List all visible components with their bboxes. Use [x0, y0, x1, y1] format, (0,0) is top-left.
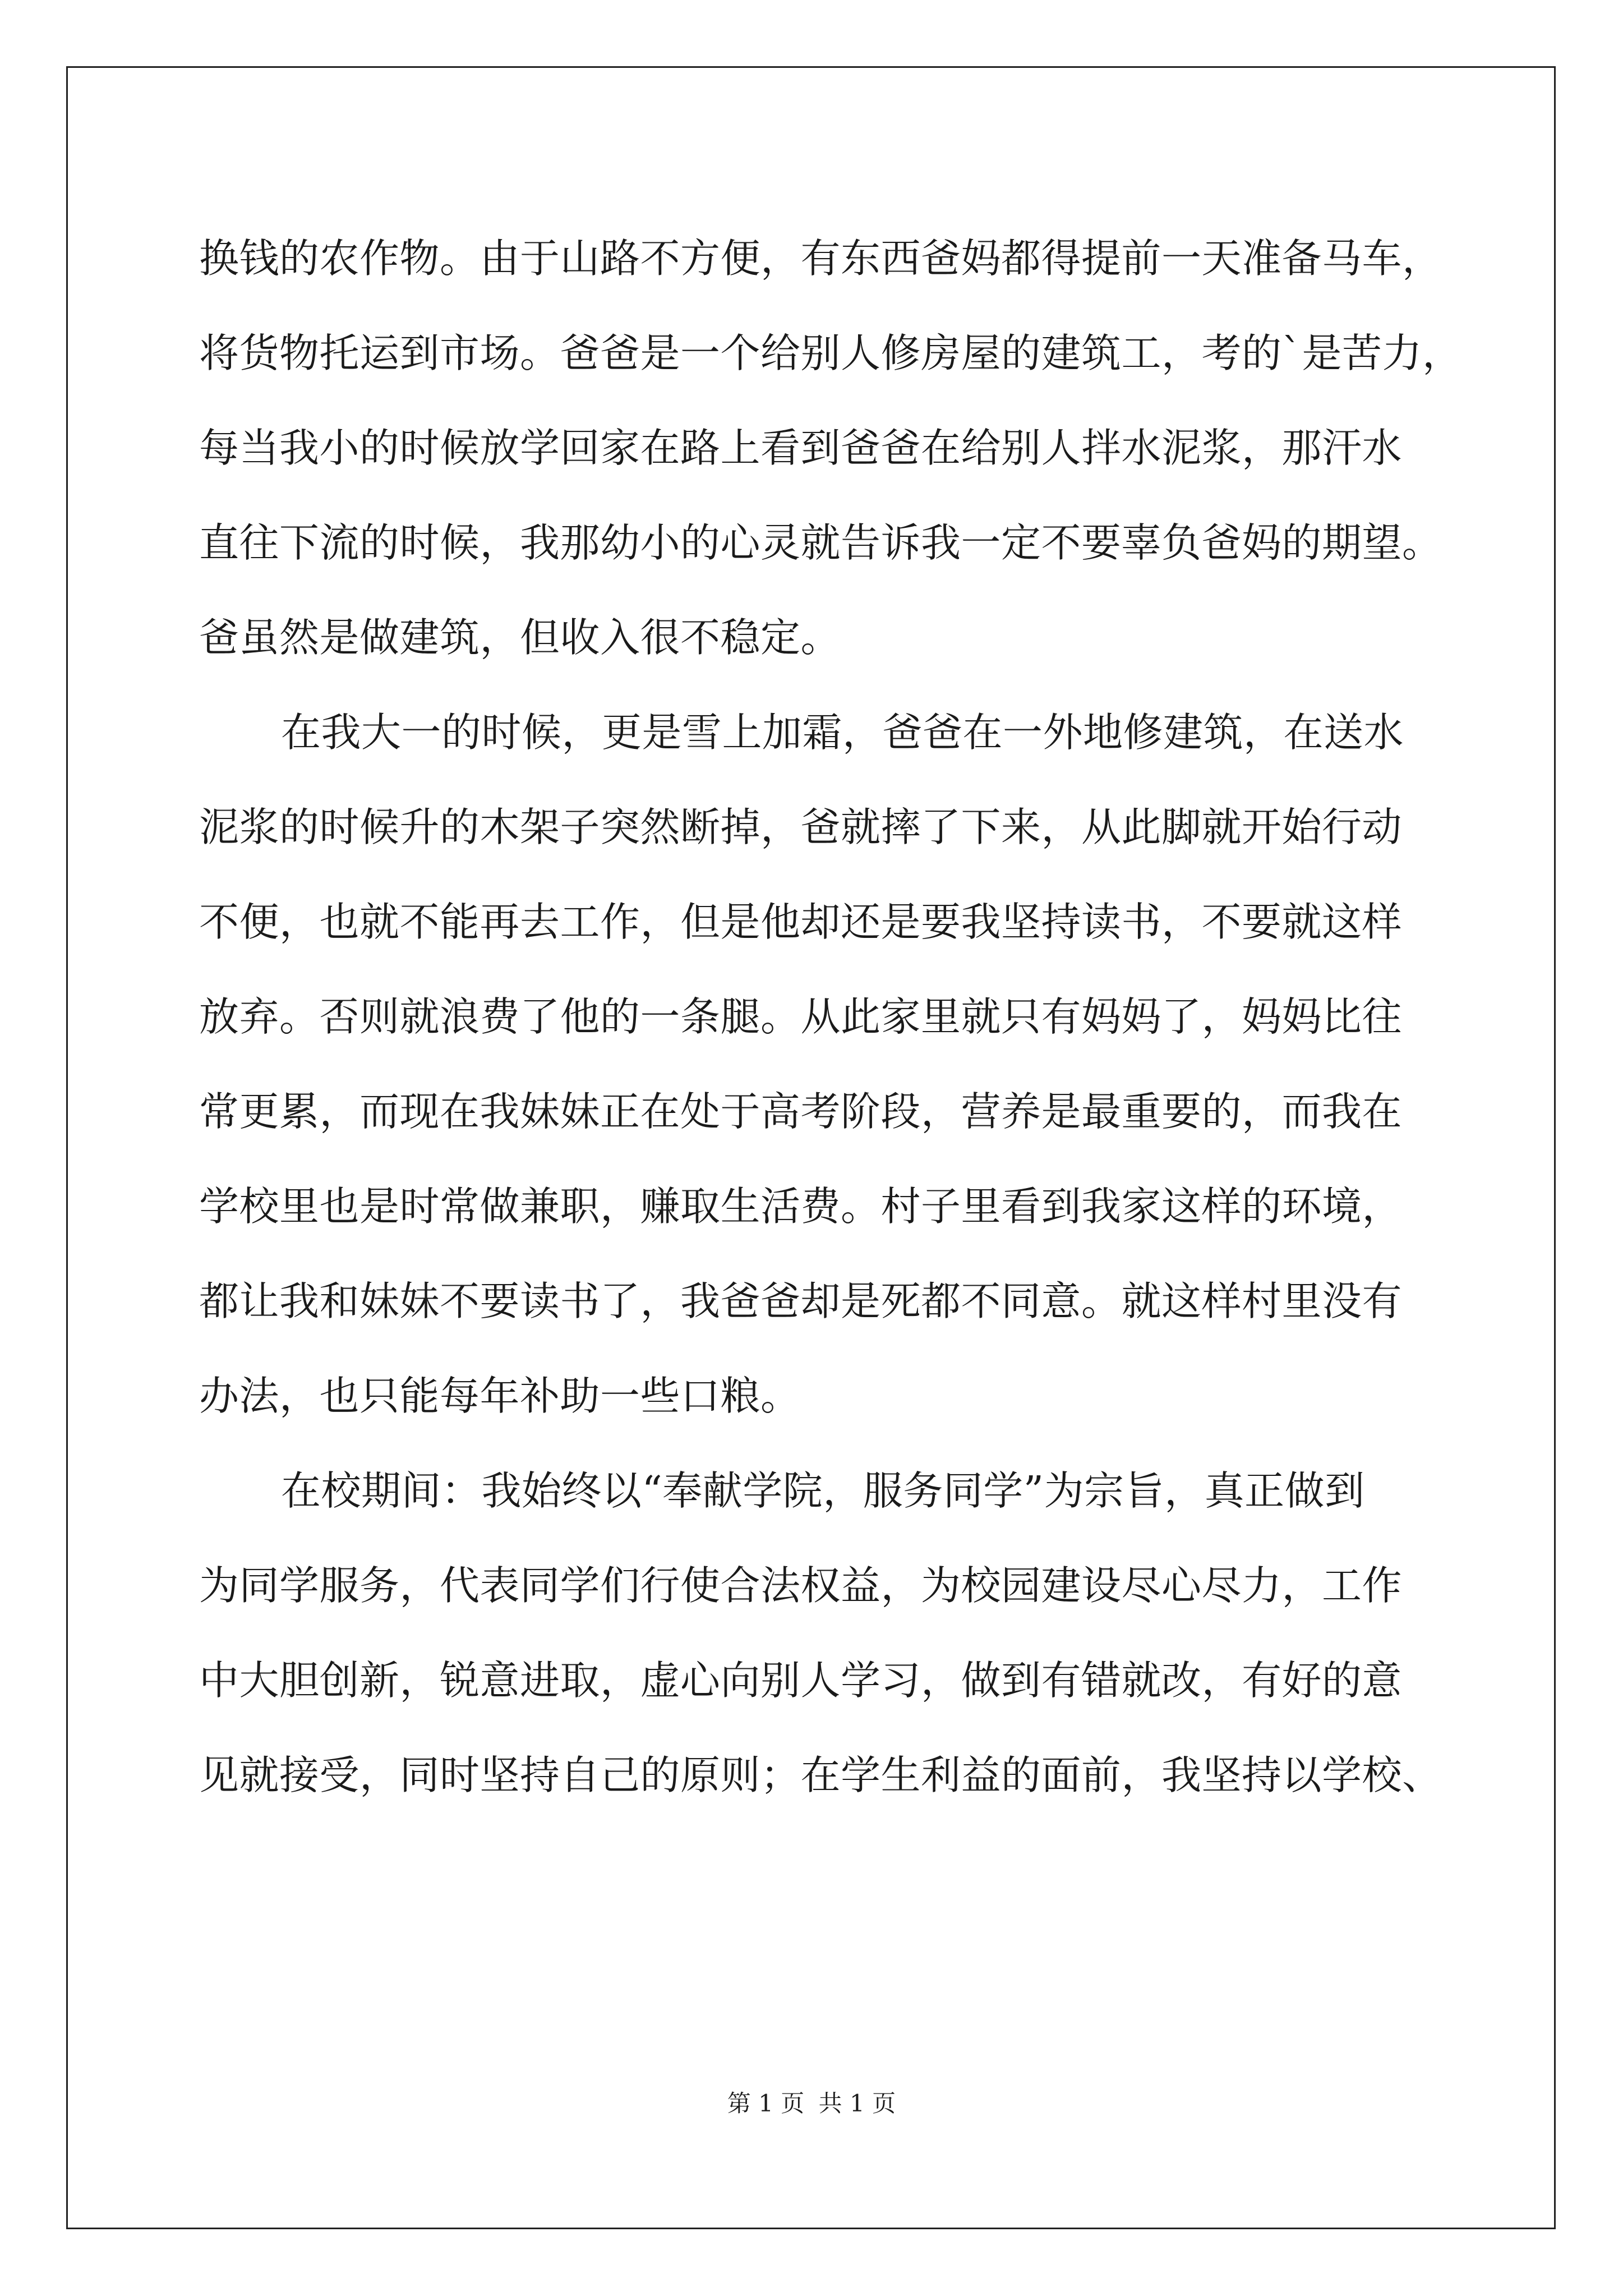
text-line: 爸虽然是做建筑，但收入很不稳定。 [199, 614, 841, 661]
page-footer [0, 2087, 1623, 2120]
text-line: 为同学服务，代表同学们行使合法权益，为校园建设尽心尽力，工作 [199, 1562, 1403, 1609]
text-line: 学校里也是时常做兼职，赚取生活费。村子里看到我家这样的环境， [199, 1183, 1403, 1230]
text-line: 都让我和妹妹不要读书了，我爸爸却是死都不同意。就这样村里没有 [199, 1278, 1403, 1324]
text-line: 在校期间：我始终以“奉献学院，服务同学”为宗旨，真正做到 [281, 1467, 1365, 1514]
text-line: 直往下流的时候，我那幼小的心灵就告诉我一定不要辜负爸妈的期望。 [199, 519, 1442, 566]
text-line: 泥浆的时候升的木架子突然断掉，爸就摔了下来，从此脚就开始行动 [199, 804, 1403, 850]
page-total: 共 1 页 [818, 2090, 896, 2117]
text-line: 见就接受，同时坚持自己的原则；在学生利益的面前，我坚持以学校、 [199, 1752, 1442, 1798]
page-number: 第 1 页 [727, 2090, 805, 2117]
text-line: 将货物托运到市场。爸爸是一个给别人修房屋的建筑工，考的`是苦力， [199, 330, 1463, 376]
text-line: 中大胆创新，锐意进取，虚心向别人学习，做到有错就改，有好的意 [199, 1657, 1403, 1704]
text-line: 在我大一的时候，更是雪上加霜，爸爸在一外地修建筑，在送水 [281, 709, 1404, 756]
text-line: 换钱的农作物。由于山路不方便，有东西爸妈都得提前一天准备马车， [199, 235, 1442, 282]
document-body [199, 211, 1461, 1823]
text-line: 每当我小的时候放学回家在路上看到爸爸在给别人拌水泥浆，那汗水 [199, 425, 1403, 471]
text-line: 放弃。否则就浪费了他的一条腿。从此家里就只有妈妈了，妈妈比往 [199, 993, 1403, 1040]
text-line: 办法，也只能每年补助一些口粮。 [199, 1373, 801, 1419]
text-line: 常更累，而现在我妹妹正在处于高考阶段，营养是最重要的，而我在 [199, 1088, 1403, 1135]
text-line: 不便，也就不能再去工作，但是他却还是要我坚持读书，不要就这样 [199, 899, 1403, 945]
